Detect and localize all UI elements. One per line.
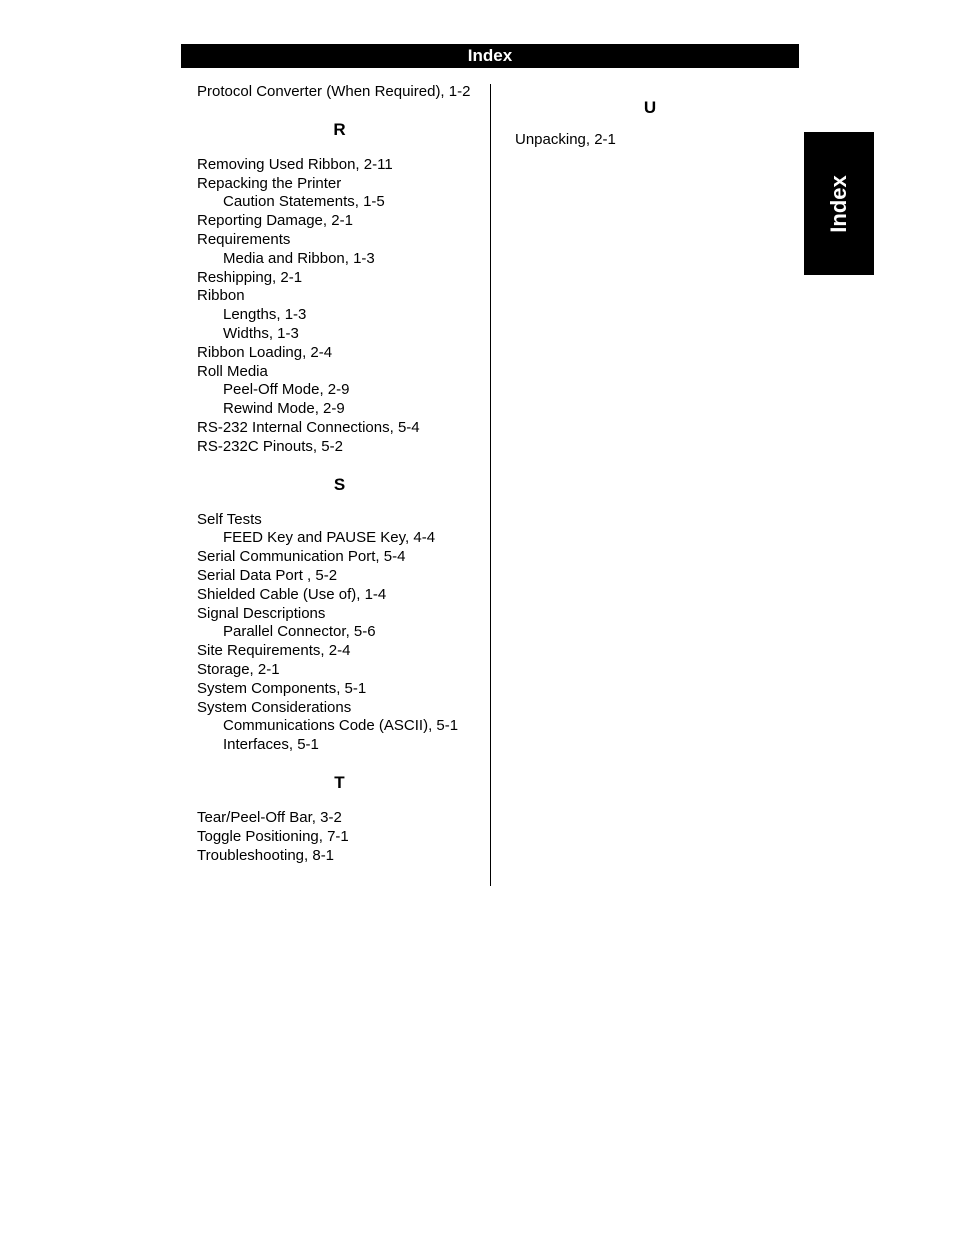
index-entry: Roll Media (197, 362, 268, 380)
index-left-column (197, 83, 482, 865)
index-subentry: FEED Key and PAUSE Key, 4-4 (223, 529, 436, 547)
index-entry: Troubleshooting, 8-1 (197, 846, 335, 864)
index-subentry: Lengths, 1-3 (223, 306, 307, 324)
index-subentry: Caution Statements, 1-5 (223, 193, 385, 211)
index-sections-left (197, 120, 482, 866)
page-title: Index (467, 46, 513, 65)
section-letter-t: T (334, 772, 345, 792)
index-entry: Reshipping, 2-1 (197, 268, 303, 286)
column-divider (490, 84, 491, 886)
section-letter-s: S (333, 474, 346, 494)
index-subentry: Rewind Mode, 2-9 (223, 400, 345, 418)
index-entry: RS-232 Internal Connections, 5-4 (197, 418, 420, 436)
index-side-tab[interactable] (804, 132, 874, 275)
index-subentry: Peel-Off Mode, 2-9 (223, 381, 350, 399)
index-entry: Serial Communication Port, 5-4 (197, 548, 406, 566)
index-entry: Storage, 2-1 (197, 660, 280, 678)
index-entry: Serial Data Port , 5-2 (197, 566, 338, 584)
index-subentry: Communications Code (ASCII), 5-1 (223, 717, 459, 735)
index-subentry: Parallel Connector, 5-6 (223, 623, 376, 641)
index-subentry: Widths, 1-3 (223, 324, 299, 342)
index-entry: Requirements (197, 230, 291, 248)
index-entry: Repacking the Printer (197, 174, 342, 192)
index-entry: Signal Descriptions (197, 604, 326, 622)
index-entry: System Considerations (197, 698, 352, 716)
index-header-bar (181, 44, 799, 68)
section-letter-u: U (643, 98, 657, 117)
index-entry: Ribbon (197, 287, 245, 305)
index-subentry: Interfaces, 5-1 (223, 736, 319, 754)
index-entry: Shielded Cable (Use of), 1-4 (197, 585, 387, 603)
index-subentry: Media and Ribbon, 1-3 (223, 249, 375, 267)
index-entry: Toggle Positioning, 7-1 (197, 827, 349, 845)
side-tab-label: Index (826, 174, 851, 233)
index-entry-protocol-converter: Protocol Converter (When Required), 1-2 (197, 83, 471, 100)
index-right-column (515, 98, 785, 150)
index-entry: System Components, 5-1 (197, 679, 367, 697)
index-entry: Unpacking, 2-1 (515, 131, 616, 148)
index-entry: RS-232C Pinouts, 5-2 (197, 437, 343, 455)
index-entry: Ribbon Loading, 2-4 (197, 343, 333, 361)
index-entry: Tear/Peel-Off Bar, 3-2 (197, 808, 342, 826)
index-sections-right (515, 98, 785, 150)
index-entry: Site Requirements, 2-4 (197, 642, 351, 660)
index-entry: Self Tests (197, 510, 262, 528)
index-entry: Removing Used Ribbon, 2-11 (197, 155, 393, 173)
index-entry: Reporting Damage, 2-1 (197, 212, 353, 230)
section-letter-r: R (333, 119, 346, 139)
